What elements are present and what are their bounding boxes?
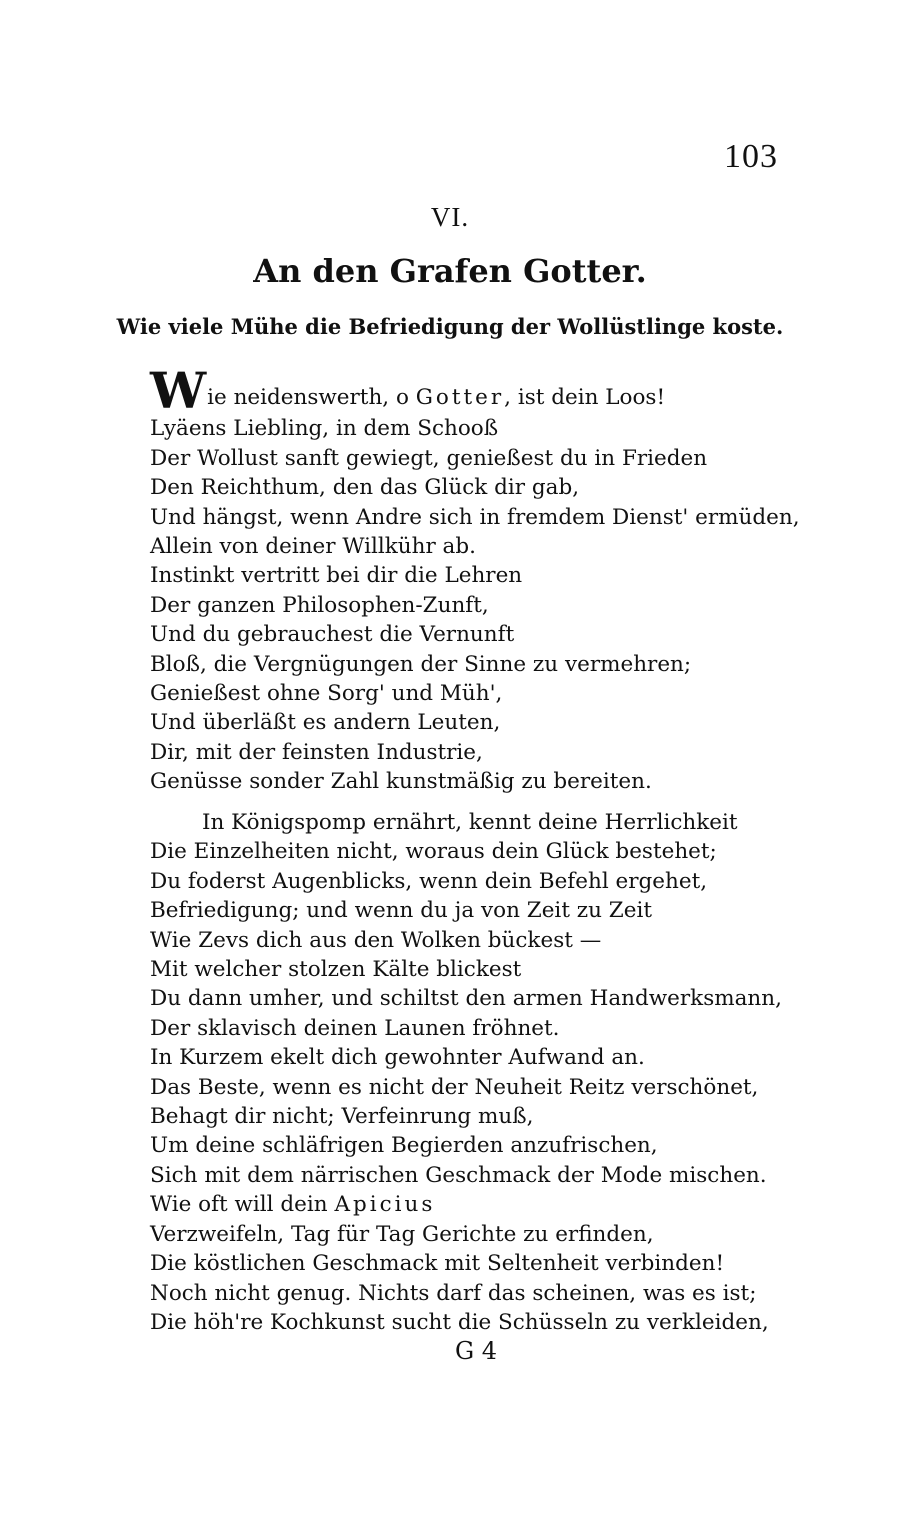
poem-line: Der sklavisch deinen Launen fröhnet. <box>150 1015 560 1041</box>
poem-line: Bloß, die Vergnügungen der Sinne zu vermehren; <box>150 651 692 677</box>
poem-subtitle: Wie viele Mühe die Befriedigung der Wollüstlinge koste. <box>116 314 784 339</box>
poem-line: Instinkt vertritt bei dir die Lehren <box>150 563 523 589</box>
page-number: 103 <box>724 138 778 175</box>
poem-line: Sich mit dem närrischen Geschmack der Mode mischen. <box>150 1162 767 1188</box>
line-text: , ist dein Loos! <box>504 385 666 410</box>
drop-cap: W <box>150 361 207 420</box>
poem-line: Befriedigung; und wenn du ja von Zeit zu Zeit <box>150 898 652 924</box>
poem-line: Behagt dir nicht; Verfeinrung muß, <box>150 1104 534 1130</box>
poem-line: Du foderst Augenblicks, wenn dein Befehl ergehet, <box>150 868 708 894</box>
poem-line: Das Beste, wenn es nicht der Neuheit Reitz verschönet, <box>150 1074 759 1100</box>
poem-line: In Kurzem ekelt dich gewohnter Aufwand an. <box>150 1045 645 1071</box>
poem-line: Die höh're Kochkunst sucht die Schüsseln zu verkleiden, <box>150 1309 769 1335</box>
poem-line: Genüsse sonder Zahl kunstmäßig zu bereiten. <box>150 769 652 795</box>
poem-line: Mit welcher stolzen Kälte blickest <box>150 957 522 983</box>
poem-line: Die Einzelheiten nicht, woraus dein Glück bestehet; <box>150 839 717 865</box>
poem-line: Genießest ohne Sorg' und Müh', <box>150 681 503 707</box>
signature-mark: G 4 <box>455 1337 498 1365</box>
line-text: ie neidenswerth, o <box>207 385 416 410</box>
poem-line: Wie Zevs dich aus den Wolken bückest — <box>150 927 602 953</box>
poem-line: Den Reichthum, den das Glück dir gab, <box>150 475 580 501</box>
line-text: Wie oft will dein <box>150 1192 335 1218</box>
poem-line: Und hängst, wenn Andre sich in fremdem Dienst' ermüden, <box>150 504 800 530</box>
poem-title: An den Grafen Gotter. <box>253 252 647 290</box>
poem-line: Allein von deiner Willkühr ab. <box>150 534 476 560</box>
emphasized-name: Gotter <box>415 385 505 410</box>
poem-line-first <box>150 361 800 420</box>
poem-line: Und du gebrauchest die Vernunft <box>150 622 515 648</box>
stanza-1 <box>150 361 800 797</box>
poem-line: Dir, mit der feinsten Industrie, <box>150 739 483 765</box>
poem-line: Der ganzen Philosophen-Zunft, <box>150 592 489 618</box>
poem-line: Die köstlichen Geschmack mit Seltenheit verbinden! <box>150 1251 725 1277</box>
poem-line-first: In Königspomp ernährt, kennt deine Herrlichkeit <box>202 810 738 835</box>
emphasized-name: Apicius <box>334 1192 436 1218</box>
poem-line: Um deine schläfrigen Begierden anzufrischen, <box>150 1133 658 1159</box>
section-number: VI. <box>430 202 470 232</box>
poem-line: Verzweifeln, Tag für Tag Gerichte zu erfinden, <box>150 1221 654 1247</box>
poem-line: Noch nicht genug. Nichts darf das scheinen, was es ist; <box>150 1280 757 1306</box>
poem-line-apicius <box>150 1190 782 1219</box>
stanza-2 <box>150 808 782 1337</box>
poem-line: Der Wollust sanft gewiegt, genießest du in Frieden <box>150 445 708 471</box>
poem-line: Du dann umher, und schiltst den armen Handwerksmann, <box>150 986 782 1012</box>
poem-line: Und überläßt es andern Leuten, <box>150 710 501 736</box>
poem-line: Lyäens Liebling, in dem Schooß <box>150 416 499 442</box>
